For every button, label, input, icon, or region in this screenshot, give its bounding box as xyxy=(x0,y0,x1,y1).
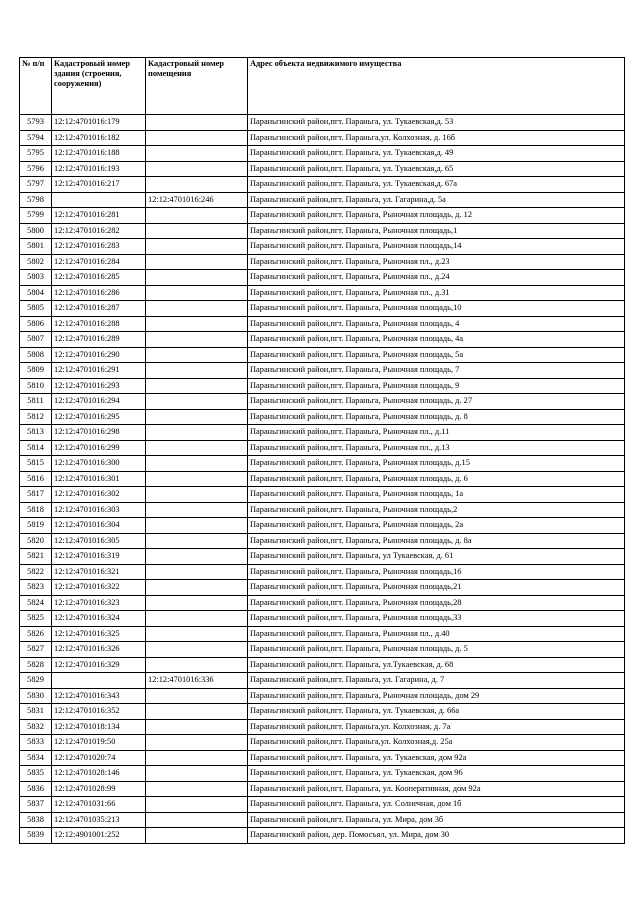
address-cell: Параньгинский район,пгт. Параньга, Рыночная площадь, д. 27 xyxy=(248,394,625,410)
building-cadastral-cell: 12:12:4701016:305 xyxy=(52,533,146,549)
table-row xyxy=(20,316,625,332)
address-cell: Параньгинский район,пгт. Параньга, ул. Тукаевская,д. 65 xyxy=(248,161,625,177)
premises-cadastral-cell xyxy=(146,316,248,332)
row-number-cell: 5825 xyxy=(20,611,52,627)
row-number-cell: 5837 xyxy=(20,797,52,813)
row-number-cell: 5802 xyxy=(20,254,52,270)
table-row xyxy=(20,115,625,131)
premises-cadastral-cell xyxy=(146,797,248,813)
premises-cadastral-cell xyxy=(146,502,248,518)
row-number-cell: 5807 xyxy=(20,332,52,348)
row-number-cell: 5808 xyxy=(20,347,52,363)
building-cadastral-cell: 12:12:4701016:286 xyxy=(52,285,146,301)
building-cadastral-cell: 12:12:4701016:188 xyxy=(52,146,146,162)
address-cell: Параньгинский район,пгт. Параньга,ул. Колхозная, д. 7а xyxy=(248,719,625,735)
table-row xyxy=(20,642,625,658)
row-number-cell: 5839 xyxy=(20,828,52,844)
building-cadastral-cell: 12:12:4701016:326 xyxy=(52,642,146,658)
building-cadastral-cell: 12:12:4701020:74 xyxy=(52,750,146,766)
document-page xyxy=(19,57,624,844)
building-cadastral-cell: 12:12:4701016:295 xyxy=(52,409,146,425)
address-cell: Параньгинский район,пгт. Параньга,ул. Колхозная,д. 25а xyxy=(248,735,625,751)
premises-cadastral-cell xyxy=(146,130,248,146)
header-premises-cadastral: Кадастровый номер помещения xyxy=(146,58,248,115)
building-cadastral-cell: 12:12:4701016:324 xyxy=(52,611,146,627)
address-cell: Параньгинский район,пгт. Параньга, Рыночная пл., д.23 xyxy=(248,254,625,270)
premises-cadastral-cell xyxy=(146,425,248,441)
premises-cadastral-cell xyxy=(146,378,248,394)
building-cadastral-cell: 12:12:4701016:304 xyxy=(52,518,146,534)
premises-cadastral-cell xyxy=(146,766,248,782)
row-number-cell: 5822 xyxy=(20,564,52,580)
premises-cadastral-cell xyxy=(146,208,248,224)
row-number-cell: 5833 xyxy=(20,735,52,751)
premises-cadastral-cell xyxy=(146,626,248,642)
address-cell: Параньгинский район,пгт. Параньга, ул. Мира, дом 3б xyxy=(248,812,625,828)
building-cadastral-cell: 12:12:4701018:134 xyxy=(52,719,146,735)
row-number-cell: 5794 xyxy=(20,130,52,146)
address-cell: Параньгинский район,пгт. Параньга, Рыночная площадь,10 xyxy=(248,301,625,317)
address-cell: Параньгинский район,пгт. Параньга, Рыночная площадь, д. 5 xyxy=(248,642,625,658)
premises-cadastral-cell xyxy=(146,735,248,751)
premises-cadastral-cell xyxy=(146,781,248,797)
table-row xyxy=(20,688,625,704)
row-number-cell: 5809 xyxy=(20,363,52,379)
building-cadastral-cell: 12:12:4701016:287 xyxy=(52,301,146,317)
building-cadastral-cell: 12:12:4701016:281 xyxy=(52,208,146,224)
row-number-cell: 5801 xyxy=(20,239,52,255)
premises-cadastral-cell xyxy=(146,704,248,720)
table-row xyxy=(20,440,625,456)
premises-cadastral-cell xyxy=(146,580,248,596)
premises-cadastral-cell xyxy=(146,347,248,363)
address-cell: Параньгинский район,пгт. Параньга, Рыночная пл., д.11 xyxy=(248,425,625,441)
building-cadastral-cell: 12:12:4701016:298 xyxy=(52,425,146,441)
premises-cadastral-cell xyxy=(146,719,248,735)
building-cadastral-cell: 12:12:4701016:299 xyxy=(52,440,146,456)
row-number-cell: 5830 xyxy=(20,688,52,704)
address-cell: Параньгинский район,пгт. Параньга, Рыночная пл., д.40 xyxy=(248,626,625,642)
building-cadastral-cell: 12:12:4701031:66 xyxy=(52,797,146,813)
premises-cadastral-cell xyxy=(146,750,248,766)
building-cadastral-cell: 12:12:4701016:217 xyxy=(52,177,146,193)
premises-cadastral-cell xyxy=(146,440,248,456)
table-row xyxy=(20,270,625,286)
table-row xyxy=(20,471,625,487)
row-number-cell: 5824 xyxy=(20,595,52,611)
premises-cadastral-cell xyxy=(146,456,248,472)
table-row xyxy=(20,394,625,410)
table-row xyxy=(20,750,625,766)
premises-cadastral-cell xyxy=(146,270,248,286)
header-num: № п/п xyxy=(20,58,52,115)
table-row xyxy=(20,192,625,208)
row-number-cell: 5793 xyxy=(20,115,52,131)
premises-cadastral-cell xyxy=(146,564,248,580)
address-cell: Параньгинский район,пгт. Параньга, Рыночная площадь, д. 8 xyxy=(248,409,625,425)
address-cell: Параньгинский район,пгт. Параньга, ул.Тукаевская, д. 68 xyxy=(248,657,625,673)
building-cadastral-cell: 12:12:4701016:301 xyxy=(52,471,146,487)
address-cell: Параньгинский район,пгт. Параньга, Рыночная площадь, д.15 xyxy=(248,456,625,472)
building-cadastral-cell: 12:12:4701028:146 xyxy=(52,766,146,782)
row-number-cell: 5828 xyxy=(20,657,52,673)
address-cell: Параньгинский район,пгт. Параньга, ул Тукаевская, д. 61 xyxy=(248,549,625,565)
address-cell: Параньгинский район,пгт. Параньга, ул. Тукаевская,д. 67а xyxy=(248,177,625,193)
row-number-cell: 5817 xyxy=(20,487,52,503)
building-cadastral-cell: 12:12:4701016:323 xyxy=(52,595,146,611)
building-cadastral-cell: 12:12:4701016:352 xyxy=(52,704,146,720)
table-row xyxy=(20,285,625,301)
premises-cadastral-cell xyxy=(146,657,248,673)
table-row xyxy=(20,828,625,844)
table-row xyxy=(20,208,625,224)
address-cell: Параньгинский район,пгт. Параньга, ул. Тукаевская, д. 66а xyxy=(248,704,625,720)
premises-cadastral-cell xyxy=(146,595,248,611)
building-cadastral-cell: 12:12:4701016:294 xyxy=(52,394,146,410)
table-body xyxy=(20,115,625,844)
premises-cadastral-cell xyxy=(146,549,248,565)
building-cadastral-cell: 12:12:4701016:321 xyxy=(52,564,146,580)
table-row xyxy=(20,177,625,193)
row-number-cell: 5819 xyxy=(20,518,52,534)
address-cell: Параньгинский район,пгт. Параньга, ул. Гагарина, д. 7 xyxy=(248,673,625,689)
row-number-cell: 5796 xyxy=(20,161,52,177)
header-building-cadastral: Кадастровый номер здания (строения, сооружения) xyxy=(52,58,146,115)
premises-cadastral-cell xyxy=(146,223,248,239)
row-number-cell: 5829 xyxy=(20,673,52,689)
address-cell: Параньгинский район,пгт. Параньга, Рыночная площадь, д. 12 xyxy=(248,208,625,224)
building-cadastral-cell: 12:12:4701035:213 xyxy=(52,812,146,828)
building-cadastral-cell: 12:12:4701016:284 xyxy=(52,254,146,270)
address-cell: Параньгинский район,пгт. Параньга, Рыночная площадь,14 xyxy=(248,239,625,255)
building-cadastral-cell: 12:12:4901001:252 xyxy=(52,828,146,844)
table-row xyxy=(20,347,625,363)
premises-cadastral-cell xyxy=(146,642,248,658)
premises-cadastral-cell xyxy=(146,828,248,844)
table-row xyxy=(20,518,625,534)
address-cell: Параньгинский район,пгт. Параньга, Рыночная площадь, 4 xyxy=(248,316,625,332)
table-row xyxy=(20,626,625,642)
building-cadastral-cell: 12:12:4701016:322 xyxy=(52,580,146,596)
address-cell: Параньгинский район,пгт. Параньга, ул. Солнечная, дом 1б xyxy=(248,797,625,813)
table-row xyxy=(20,549,625,565)
table-row xyxy=(20,719,625,735)
table-row xyxy=(20,580,625,596)
address-cell: Параньгинский район,пгт. Параньга,ул. Колхозная, д. 16б xyxy=(248,130,625,146)
building-cadastral-cell xyxy=(52,673,146,689)
table-row xyxy=(20,673,625,689)
address-cell: Параньгинский район,пгт. Параньга, Рыночная площадь,33 xyxy=(248,611,625,627)
address-cell: Параньгинский район,пгт. Параньга, Рыночная площадь,21 xyxy=(248,580,625,596)
address-cell: Параньгинский район,пгт. Параньга, ул. Тукаевская, дом 96 xyxy=(248,766,625,782)
address-cell: Параньгинский район,пгт. Параньга, Рыночная площадь,16 xyxy=(248,564,625,580)
building-cadastral-cell: 12:12:4701016:179 xyxy=(52,115,146,131)
premises-cadastral-cell xyxy=(146,394,248,410)
table-row xyxy=(20,254,625,270)
building-cadastral-cell: 12:12:4701016:319 xyxy=(52,549,146,565)
table-row xyxy=(20,161,625,177)
premises-cadastral-cell xyxy=(146,254,248,270)
premises-cadastral-cell xyxy=(146,146,248,162)
row-number-cell: 5836 xyxy=(20,781,52,797)
address-cell: Параньгинский район,пгт. Параньга, ул. Тукаевская,д. 53 xyxy=(248,115,625,131)
address-cell: Параньгинский район,пгт. Параньга, ул. Гагарина,д. 5а xyxy=(248,192,625,208)
table-row xyxy=(20,378,625,394)
table-row xyxy=(20,735,625,751)
table-row xyxy=(20,223,625,239)
building-cadastral-cell: 12:12:4701019:50 xyxy=(52,735,146,751)
table-row xyxy=(20,781,625,797)
building-cadastral-cell: 12:12:4701016:290 xyxy=(52,347,146,363)
row-number-cell: 5804 xyxy=(20,285,52,301)
premises-cadastral-cell xyxy=(146,301,248,317)
row-number-cell: 5832 xyxy=(20,719,52,735)
building-cadastral-cell xyxy=(52,192,146,208)
premises-cadastral-cell xyxy=(146,115,248,131)
address-cell: Параньгинский район,пгт. Параньга, Рыночная площадь, д. 6 xyxy=(248,471,625,487)
premises-cadastral-cell xyxy=(146,363,248,379)
building-cadastral-cell: 12:12:4701016:182 xyxy=(52,130,146,146)
table-row xyxy=(20,611,625,627)
table-row xyxy=(20,425,625,441)
address-cell: Параньгинский район,пгт. Параньга, Рыночная пл., д.24 xyxy=(248,270,625,286)
premises-cadastral-cell xyxy=(146,487,248,503)
row-number-cell: 5816 xyxy=(20,471,52,487)
row-number-cell: 5827 xyxy=(20,642,52,658)
row-number-cell: 5821 xyxy=(20,549,52,565)
row-number-cell: 5838 xyxy=(20,812,52,828)
address-cell: Параньгинский район,пгт. Параньга, Рыночная площадь,2 xyxy=(248,502,625,518)
row-number-cell: 5826 xyxy=(20,626,52,642)
address-cell: Параньгинский район,пгт. Параньга, Рыночная площадь, 2а xyxy=(248,518,625,534)
building-cadastral-cell: 12:12:4701016:291 xyxy=(52,363,146,379)
table-row xyxy=(20,812,625,828)
row-number-cell: 5818 xyxy=(20,502,52,518)
row-number-cell: 5815 xyxy=(20,456,52,472)
table-row xyxy=(20,456,625,472)
table-row xyxy=(20,239,625,255)
row-number-cell: 5800 xyxy=(20,223,52,239)
table-row xyxy=(20,487,625,503)
property-table xyxy=(19,57,625,844)
row-number-cell: 5803 xyxy=(20,270,52,286)
address-cell: Параньгинский район,пгт. Параньга, Рыночная площадь,1 xyxy=(248,223,625,239)
address-cell: Параньгинский район,пгт. Параньга, ул. Тукаевская,д. 49 xyxy=(248,146,625,162)
row-number-cell: 5812 xyxy=(20,409,52,425)
address-cell: Параньгинский район,пгт. Параньга, Рыночная площадь, д. 8а xyxy=(248,533,625,549)
premises-cadastral-cell xyxy=(146,177,248,193)
address-cell: Параньгинский район,пгт. Параньга, Рыночная пл., д.31 xyxy=(248,285,625,301)
building-cadastral-cell: 12:12:4701016:282 xyxy=(52,223,146,239)
premises-cadastral-cell xyxy=(146,409,248,425)
row-number-cell: 5797 xyxy=(20,177,52,193)
building-cadastral-cell: 12:12:4701028:99 xyxy=(52,781,146,797)
building-cadastral-cell: 12:12:4701016:300 xyxy=(52,456,146,472)
address-cell: Параньгинский район,пгт. Параньга, ул. Кооперативная, дом 92а xyxy=(248,781,625,797)
building-cadastral-cell: 12:12:4701016:293 xyxy=(52,378,146,394)
building-cadastral-cell: 12:12:4701016:303 xyxy=(52,502,146,518)
row-number-cell: 5810 xyxy=(20,378,52,394)
address-cell: Параньгинский район,пгт. Параньга, Рыночная площадь, 5а xyxy=(248,347,625,363)
header-address: Адрес объекта недвижимого имущества xyxy=(248,58,625,115)
premises-cadastral-cell xyxy=(146,688,248,704)
row-number-cell: 5798 xyxy=(20,192,52,208)
building-cadastral-cell: 12:12:4701016:193 xyxy=(52,161,146,177)
table-row xyxy=(20,564,625,580)
building-cadastral-cell: 12:12:4701016:288 xyxy=(52,316,146,332)
premises-cadastral-cell xyxy=(146,332,248,348)
table-row xyxy=(20,533,625,549)
row-number-cell: 5823 xyxy=(20,580,52,596)
address-cell: Параньгинский район,пгт. Параньга, Рыночная площадь, 4а xyxy=(248,332,625,348)
table-row xyxy=(20,409,625,425)
address-cell: Параньгинский район,пгт. Параньга, Рыночная площадь, 9 xyxy=(248,378,625,394)
premises-cadastral-cell xyxy=(146,533,248,549)
premises-cadastral-cell xyxy=(146,518,248,534)
table-row xyxy=(20,130,625,146)
premises-cadastral-cell xyxy=(146,611,248,627)
table-row xyxy=(20,797,625,813)
table-row xyxy=(20,332,625,348)
premises-cadastral-cell xyxy=(146,161,248,177)
table-row xyxy=(20,146,625,162)
row-number-cell: 5834 xyxy=(20,750,52,766)
row-number-cell: 5795 xyxy=(20,146,52,162)
table-row xyxy=(20,595,625,611)
table-header-row xyxy=(20,58,625,115)
row-number-cell: 5806 xyxy=(20,316,52,332)
row-number-cell: 5805 xyxy=(20,301,52,317)
table-row xyxy=(20,657,625,673)
address-cell: Параньгинский район,пгт. Параньга, Рыночная пл., д.13 xyxy=(248,440,625,456)
row-number-cell: 5799 xyxy=(20,208,52,224)
building-cadastral-cell: 12:12:4701016:285 xyxy=(52,270,146,286)
building-cadastral-cell: 12:12:4701016:329 xyxy=(52,657,146,673)
address-cell: Параньгинский район,пгт. Параньга, Рыночная площадь, 1а xyxy=(248,487,625,503)
building-cadastral-cell: 12:12:4701016:343 xyxy=(52,688,146,704)
building-cadastral-cell: 12:12:4701016:289 xyxy=(52,332,146,348)
building-cadastral-cell: 12:12:4701016:325 xyxy=(52,626,146,642)
row-number-cell: 5820 xyxy=(20,533,52,549)
address-cell: Параньгинский район,пгт. Параньга, Рыночная площадь,28 xyxy=(248,595,625,611)
address-cell: Параньгинский район,пгт. Параньга, Рыночная площадь, дом 29 xyxy=(248,688,625,704)
row-number-cell: 5831 xyxy=(20,704,52,720)
table-row xyxy=(20,502,625,518)
address-cell: Параньгинский район, дер. Помосъял, ул. Мира, дом 30 xyxy=(248,828,625,844)
building-cadastral-cell: 12:12:4701016:283 xyxy=(52,239,146,255)
row-number-cell: 5835 xyxy=(20,766,52,782)
table-row xyxy=(20,766,625,782)
building-cadastral-cell: 12:12:4701016:302 xyxy=(52,487,146,503)
address-cell: Параньгинский район,пгт. Параньга, Рыночная площадь, 7 xyxy=(248,363,625,379)
premises-cadastral-cell xyxy=(146,471,248,487)
premises-cadastral-cell xyxy=(146,239,248,255)
row-number-cell: 5814 xyxy=(20,440,52,456)
table-row xyxy=(20,363,625,379)
premises-cadastral-cell: 12:12:4701016:246 xyxy=(146,192,248,208)
row-number-cell: 5813 xyxy=(20,425,52,441)
table-row xyxy=(20,301,625,317)
premises-cadastral-cell xyxy=(146,285,248,301)
premises-cadastral-cell: 12:12:4701016:336 xyxy=(146,673,248,689)
address-cell: Параньгинский район,пгт. Параньга, ул. Тукаевская, дом 92а xyxy=(248,750,625,766)
premises-cadastral-cell xyxy=(146,812,248,828)
table-row xyxy=(20,704,625,720)
row-number-cell: 5811 xyxy=(20,394,52,410)
